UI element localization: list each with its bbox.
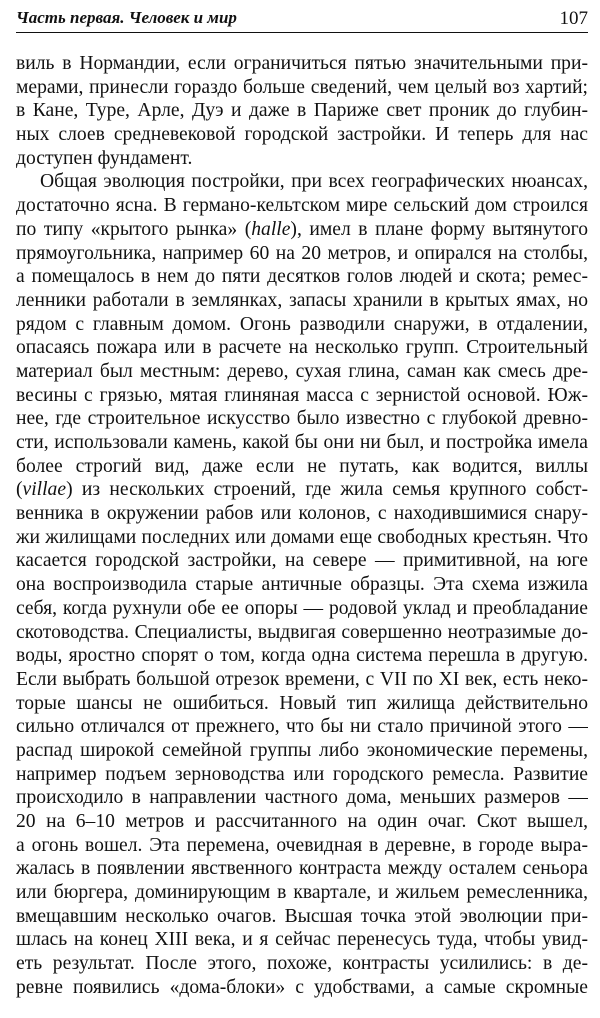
text-line: жалась в появлении явственного контраста между осталем сеньора: [16, 858, 588, 880]
text-line: шлась на конец XIII века, и я сейчас перенесусь туда, чтобы увид-: [16, 929, 588, 951]
paragraph-1: [16, 52, 588, 170]
running-title: Часть первая. Человек и мир: [16, 8, 237, 27]
text-line: сильно отличался от прежнего, что бы ни стало причиной этого —: [16, 716, 588, 738]
text-line: опасаясь пожара или в расчете на несколько групп. Строительный: [16, 337, 588, 359]
text-line: жи жилищами последних или домами еще свободных крестьян. Что: [16, 526, 588, 548]
text-line: венника в окружении рабов или колонов, с находившимися снару-: [16, 503, 588, 525]
text-line: или бюргера, доминирующим в квартале, и жильем ремесленника,: [16, 882, 588, 904]
text-line: распад широкой семейной группы либо экономические перемены,: [16, 739, 588, 761]
text-line: происходило в направлении частного дома, меньших размеров —: [16, 787, 588, 809]
text-line: себя, когда рухнули обе ее опоры — родовой уклад и преобладание: [16, 597, 588, 619]
text-line: а огонь вошел. Эта перемена, очевидная в деревне, в городе выра-: [16, 834, 588, 856]
text-line: достаточно ясна. В германо-кельтском мире сельский дом строился: [16, 195, 588, 217]
text-line: доступен фундамент.: [16, 147, 193, 169]
text-line: по типу «крытого рынка» (halle), имел в плане форму вытянутого: [16, 218, 588, 240]
text-line: воды, яростно спорят о том, когда одна система перешла в другую.: [16, 645, 588, 667]
text-line: ных слоев средневековой городской застройки. И теперь для нас: [16, 124, 588, 146]
text-line: касается городской застройки, на севере — примитивной, на юге: [16, 550, 588, 572]
text-line: Если выбрать большой отрезок времени, с VII по XI век, есть неко-: [16, 668, 588, 690]
text-line: рядом с главным домом. Огонь разводили снаружи, в отдалении,: [16, 313, 588, 335]
text-line: в Кане, Туре, Арле, Дуэ и даже в Париже свет проник до глубин-: [16, 100, 588, 122]
text-line: 20 на 6–10 метров и рассчитанного на один очаг. Скот вышел,: [16, 811, 588, 832]
text-line: Общая эволюция постройки, при всех географических нюансах,: [40, 171, 588, 193]
text-line: торые шансы не ошибиться. Новый тип жилища действительно: [16, 692, 588, 714]
text-line: ленники работали в землянках, запасы хранили в крытых ямах, но: [16, 289, 588, 311]
text-line: более строгий вид, даже если не путать, как водится, виллы: [16, 455, 588, 477]
text-line: виль в Нормандии, если ограничиться пятью значительными при-: [16, 53, 588, 74]
text-line: сти, использовали камень, какой бы они ни был, и постройка имела: [16, 432, 588, 453]
paragraph-2: [16, 170, 588, 999]
text-line: (villae) из нескольких строений, где жила семья крупного собст-: [16, 479, 588, 501]
text-line: нее, где строительное искусство было известно с глубокой древно-: [16, 408, 588, 430]
text-line: скотоводства. Специалисты, выдвигая совершенно неотразимые до-: [16, 621, 588, 643]
text-line: весины с грязью, мятая глиняная масса с зернистой основой. Юж-: [16, 384, 588, 406]
text-line: например подъем зерноводства или городского ремесла. Развитие: [16, 763, 588, 785]
body-text: [16, 52, 588, 1000]
text-line: она воспроизводила старые античные образцы. Эта схема изжила: [16, 574, 588, 596]
text-line: мерами, принесли гораздо больше сведений, чем целый воз хартий;: [16, 76, 588, 98]
running-header: [16, 6, 588, 33]
text-line: вмещавшим несколько очагов. Высшая точка этой эволюции при-: [16, 905, 588, 927]
text-line: прямоугольника, например 60 на 20 метров, и опирался на столбы,: [16, 242, 588, 264]
text-line: а помещалось в нем до пяти десятков голов людей и скота; ремес-: [16, 266, 588, 288]
text-line: материал был местным: дерево, сухая глина, саман как смесь дре-: [16, 360, 588, 382]
page-number: 107: [559, 8, 588, 29]
text-line: ревне появились «дома-блоки» с удобствами, а самые скромные: [16, 976, 588, 998]
text-line: еть результат. После этого, похоже, контрасты усилились: в де-: [16, 953, 588, 975]
